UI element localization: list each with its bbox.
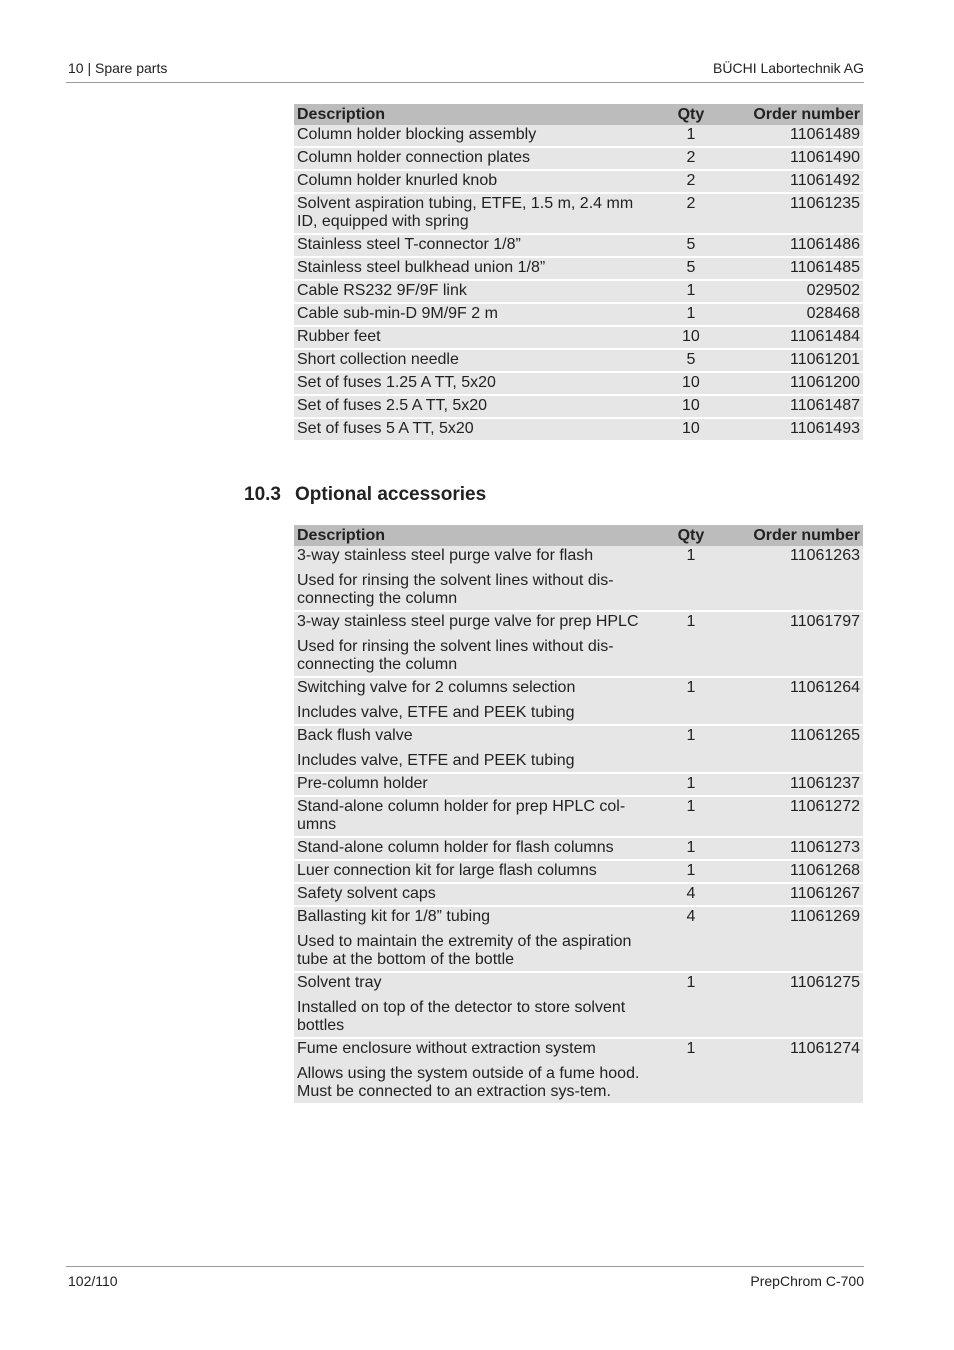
spare-part-row bbox=[294, 194, 863, 235]
qty-cell: 2 bbox=[644, 194, 738, 235]
order-number-cell: 11061263 bbox=[738, 546, 863, 612]
column-header-qty: Qty bbox=[644, 525, 738, 546]
header-company: BÜCHI Labortechnik AG bbox=[713, 60, 864, 76]
column-header-description: Description bbox=[294, 525, 644, 546]
order-number-cell: 11061492 bbox=[738, 171, 863, 194]
item-description: Column holder connection plates bbox=[297, 149, 531, 166]
spare-part-row bbox=[294, 373, 863, 396]
order-number-cell: 11061267 bbox=[738, 884, 863, 907]
spare-part-row bbox=[294, 350, 863, 373]
spare-part-row bbox=[294, 419, 863, 442]
item-description: Fume enclosure without extraction system bbox=[297, 1040, 596, 1057]
item-description: Set of fuses 1.25 A TT, 5x20 bbox=[297, 374, 496, 391]
spare-part-row bbox=[294, 396, 863, 419]
table-header-row bbox=[294, 525, 863, 546]
qty-cell: 1 bbox=[644, 1039, 738, 1105]
spare-part-row bbox=[294, 235, 863, 258]
description-cell bbox=[294, 797, 644, 838]
order-number-cell: 11061201 bbox=[738, 350, 863, 373]
qty-cell: 1 bbox=[644, 797, 738, 838]
order-number-cell: 11061237 bbox=[738, 774, 863, 797]
order-number-cell: 028468 bbox=[738, 304, 863, 327]
qty-cell: 1 bbox=[644, 678, 738, 726]
qty-cell: 1 bbox=[644, 726, 738, 774]
item-description: 3-way stainless steel purge valve for prep HPLC bbox=[297, 613, 639, 630]
order-number-cell: 11061484 bbox=[738, 327, 863, 350]
description-cell bbox=[294, 861, 644, 884]
qty-cell: 10 bbox=[644, 396, 738, 419]
spare-part-row bbox=[294, 171, 863, 194]
order-number-cell: 11061269 bbox=[738, 907, 863, 973]
description-cell bbox=[294, 884, 644, 907]
item-note: Used for rinsing the solvent lines without dis-connecting the column bbox=[297, 572, 614, 607]
order-number-cell: 11061265 bbox=[738, 726, 863, 774]
accessory-row bbox=[294, 797, 863, 838]
item-description: Short collection needle bbox=[297, 351, 459, 368]
item-description: 3-way stainless steel purge valve for flash bbox=[297, 547, 594, 564]
qty-cell: 5 bbox=[644, 350, 738, 373]
item-description: Switching valve for 2 columns selection bbox=[297, 679, 576, 696]
item-note: Includes valve, ETFE and PEEK tubing bbox=[297, 752, 575, 769]
section-title: Optional accessories bbox=[295, 484, 487, 505]
description-cell bbox=[294, 907, 644, 973]
description-cell bbox=[294, 327, 644, 350]
description-cell bbox=[294, 726, 644, 774]
accessory-row bbox=[294, 838, 863, 861]
qty-cell: 10 bbox=[644, 419, 738, 442]
table-header-row bbox=[294, 104, 863, 125]
page-header bbox=[66, 60, 864, 83]
qty-cell: 10 bbox=[644, 327, 738, 350]
accessory-row bbox=[294, 726, 863, 774]
accessory-row bbox=[294, 678, 863, 726]
description-cell bbox=[294, 419, 644, 442]
description-cell bbox=[294, 678, 644, 726]
spare-part-row bbox=[294, 258, 863, 281]
qty-cell: 4 bbox=[644, 907, 738, 973]
item-note: Installed on top of the detector to store solvent bottles bbox=[297, 999, 626, 1034]
qty-cell: 1 bbox=[644, 612, 738, 678]
item-description: Set of fuses 2.5 A TT, 5x20 bbox=[297, 397, 488, 414]
description-cell bbox=[294, 304, 644, 327]
order-number-cell: 11061493 bbox=[738, 419, 863, 442]
description-cell bbox=[294, 281, 644, 304]
item-description: Column holder blocking assembly bbox=[297, 126, 537, 143]
accessory-row bbox=[294, 973, 863, 1039]
accessory-row bbox=[294, 546, 863, 612]
accessory-row bbox=[294, 861, 863, 884]
item-description: Luer connection kit for large flash columns bbox=[297, 862, 597, 879]
qty-cell: 10 bbox=[644, 373, 738, 396]
description-cell bbox=[294, 774, 644, 797]
description-cell bbox=[294, 125, 644, 148]
order-number-cell: 11061200 bbox=[738, 373, 863, 396]
spare-part-row bbox=[294, 327, 863, 350]
item-description: Solvent tray bbox=[297, 974, 382, 991]
order-number-cell: 11061485 bbox=[738, 258, 863, 281]
item-description: Cable sub-min-D 9M/9F 2 m bbox=[297, 305, 498, 322]
accessory-row bbox=[294, 774, 863, 797]
item-description: Pre-column holder bbox=[297, 775, 428, 792]
description-cell bbox=[294, 1039, 644, 1105]
qty-cell: 5 bbox=[644, 235, 738, 258]
description-cell bbox=[294, 396, 644, 419]
accessory-row bbox=[294, 1039, 863, 1105]
item-description: Column holder knurled knob bbox=[297, 172, 498, 189]
description-cell bbox=[294, 973, 644, 1039]
column-header-order-number: Order number bbox=[738, 525, 863, 546]
qty-cell: 2 bbox=[644, 148, 738, 171]
order-number-cell: 11061274 bbox=[738, 1039, 863, 1105]
item-description: Back flush valve bbox=[297, 727, 413, 744]
item-description: Rubber feet bbox=[297, 328, 381, 345]
qty-cell: 1 bbox=[644, 281, 738, 304]
order-number-cell: 11061489 bbox=[738, 125, 863, 148]
description-cell bbox=[294, 838, 644, 861]
item-description: Stainless steel T-connector 1/8” bbox=[297, 236, 521, 253]
section-heading bbox=[244, 484, 486, 506]
page-footer bbox=[66, 1266, 864, 1297]
item-description: Cable RS232 9F/9F link bbox=[297, 282, 467, 299]
qty-cell: 1 bbox=[644, 973, 738, 1039]
accessories-table bbox=[294, 525, 863, 1105]
column-header-order-number: Order number bbox=[738, 104, 863, 125]
item-note: Allows using the system outside of a fume hood. Must be connected to an extraction sys-tem. bbox=[297, 1065, 640, 1100]
item-description: Stand-alone column holder for prep HPLC col-umns bbox=[297, 798, 626, 833]
order-number-cell: 11061490 bbox=[738, 148, 863, 171]
section-number: 10.3 bbox=[244, 484, 281, 505]
description-cell bbox=[294, 171, 644, 194]
order-number-cell: 029502 bbox=[738, 281, 863, 304]
spare-parts-table bbox=[294, 104, 863, 442]
header-chapter: 10 | Spare parts bbox=[68, 60, 168, 76]
description-cell bbox=[294, 546, 644, 612]
description-cell bbox=[294, 258, 644, 281]
order-number-cell: 11061264 bbox=[738, 678, 863, 726]
qty-cell: 4 bbox=[644, 884, 738, 907]
qty-cell: 1 bbox=[644, 304, 738, 327]
accessory-row bbox=[294, 907, 863, 973]
spare-part-row bbox=[294, 125, 863, 148]
qty-cell: 1 bbox=[644, 838, 738, 861]
accessory-row bbox=[294, 612, 863, 678]
item-description: Safety solvent caps bbox=[297, 885, 436, 902]
spare-part-row bbox=[294, 304, 863, 327]
column-header-description: Description bbox=[294, 104, 644, 125]
description-cell bbox=[294, 194, 644, 235]
description-cell bbox=[294, 148, 644, 171]
product-name: PrepChrom C-700 bbox=[750, 1273, 864, 1289]
qty-cell: 1 bbox=[644, 861, 738, 884]
order-number-cell: 11061275 bbox=[738, 973, 863, 1039]
description-cell bbox=[294, 373, 644, 396]
page-number: 102/110 bbox=[68, 1273, 118, 1289]
spare-part-row bbox=[294, 148, 863, 171]
qty-cell: 1 bbox=[644, 125, 738, 148]
column-header-qty: Qty bbox=[644, 104, 738, 125]
item-note: Used for rinsing the solvent lines without dis-connecting the column bbox=[297, 638, 614, 673]
order-number-cell: 11061487 bbox=[738, 396, 863, 419]
item-note: Used to maintain the extremity of the aspiration tube at the bottom of the bottle bbox=[297, 933, 632, 968]
order-number-cell: 11061235 bbox=[738, 194, 863, 235]
accessory-row bbox=[294, 884, 863, 907]
order-number-cell: 11061486 bbox=[738, 235, 863, 258]
item-description: Ballasting kit for 1/8” tubing bbox=[297, 908, 490, 925]
description-cell bbox=[294, 350, 644, 373]
description-cell bbox=[294, 235, 644, 258]
item-note: Includes valve, ETFE and PEEK tubing bbox=[297, 704, 575, 721]
order-number-cell: 11061268 bbox=[738, 861, 863, 884]
qty-cell: 1 bbox=[644, 774, 738, 797]
order-number-cell: 11061797 bbox=[738, 612, 863, 678]
qty-cell: 2 bbox=[644, 171, 738, 194]
order-number-cell: 11061273 bbox=[738, 838, 863, 861]
qty-cell: 5 bbox=[644, 258, 738, 281]
item-description: Set of fuses 5 A TT, 5x20 bbox=[297, 420, 474, 437]
item-description: Solvent aspiration tubing, ETFE, 1.5 m, 2.4 mm ID, equipped with spring bbox=[297, 195, 634, 230]
qty-cell: 1 bbox=[644, 546, 738, 612]
item-description: Stand-alone column holder for flash columns bbox=[297, 839, 614, 856]
order-number-cell: 11061272 bbox=[738, 797, 863, 838]
spare-part-row bbox=[294, 281, 863, 304]
item-description: Stainless steel bulkhead union 1/8” bbox=[297, 259, 546, 276]
description-cell bbox=[294, 612, 644, 678]
